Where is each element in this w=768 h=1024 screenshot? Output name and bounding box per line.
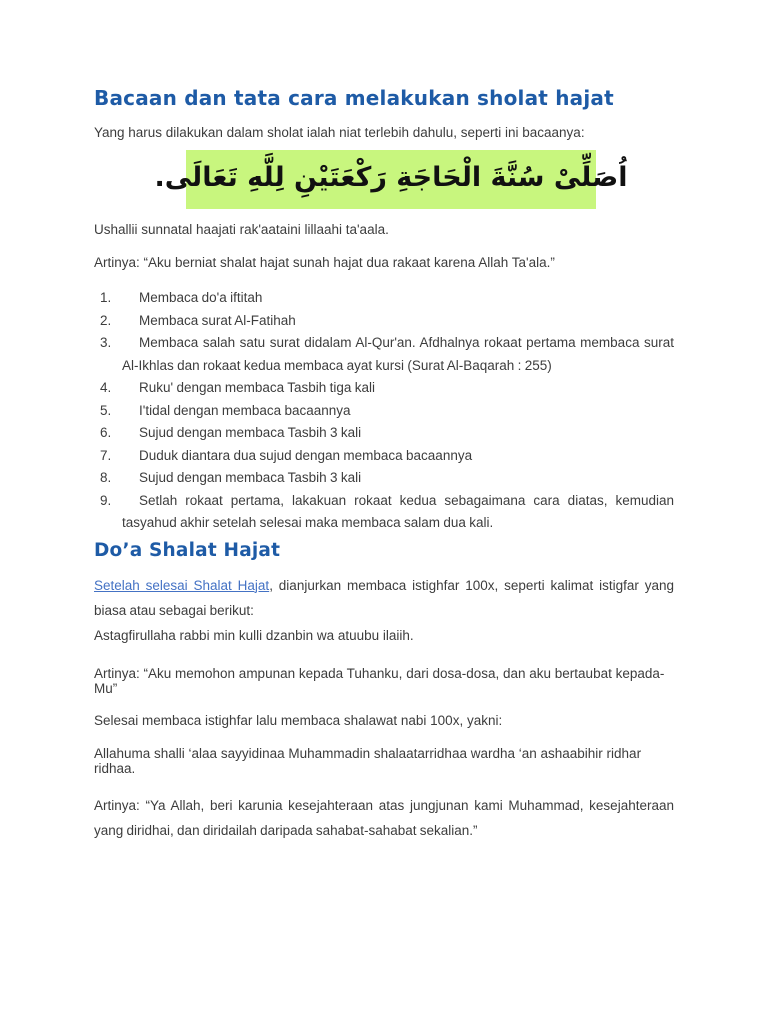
- list-item-text: I'tidal dengan membaca bacaannya: [139, 402, 351, 418]
- list-item: [94, 287, 674, 310]
- intro-paragraph: Yang harus dilakukan dalam sholat ialah niat terlebih dahulu, seperti ini bacaanya:: [94, 125, 585, 140]
- list-item: [94, 467, 674, 490]
- list-item-number: 6.: [100, 425, 112, 440]
- list-item-text: Duduk diantara dua sujud dengan membaca bacaannya: [139, 447, 473, 463]
- list-item-number: 5.: [100, 402, 112, 418]
- section-heading-doa-shalat-hajat: Do’a Shalat Hajat: [94, 539, 281, 561]
- shalawat-meaning: Artinya: “Ya Allah, beri karunia kesejahteraan atas jungjunan kami Muhammad, kesejahteraan yang diridhai, dan diridailah daripada sahabat-sahabat sekalian.”: [94, 797, 674, 838]
- list-item-text: Membaca do'a iftitah: [139, 290, 263, 305]
- shalawat-text: Allahuma shalli ‘alaa sayyidinaa Muhammadin shalaatarridhaa wardha ‘an ashaabihir ridhar ridhaa.: [94, 745, 642, 776]
- list-item-text: Sujud dengan membaca Tasbih 3 kali: [139, 425, 362, 440]
- list-item: [94, 332, 674, 377]
- list-item: [94, 422, 674, 445]
- list-item-text: Sujud dengan membaca Tasbih 3 kali: [139, 470, 362, 485]
- list-item-text: Membaca salah satu surat didalam Al-Qur'an. Afdhalnya rokaat pertama membaca surat Al-Ikhlas dan rokaat kedua membaca ayat kursi (Surat Al-Baqarah : 255): [122, 335, 674, 373]
- list-item-text: Membaca surat Al-Fatihah: [139, 312, 296, 328]
- istighfar-instruction-paragraph: [94, 573, 674, 623]
- after-link-text: , dianjurkan membaca istighfar 100x, seperti kalimat istigfar yang biasa atau sebagai berikut:: [94, 577, 674, 618]
- steps-list: [94, 287, 674, 535]
- setelah-selesai-shalat-hajat-link[interactable]: Setelah selesai Shalat Hajat: [94, 577, 270, 593]
- list-item-text: Setlah rokaat pertama, lakakuan rokaat kedua sebagaimana cara diatas, kemudian tasyahud akhir setelah selesai maka membaca salam dua kali.: [122, 492, 674, 530]
- arabic-niyyah-highlight: [154, 150, 628, 209]
- arabic-niyyah-text: اُصَلِّىْ سُنَّةَ الْحَاجَةِ رَكْعَتَيْنِ لِلَّهِ تَعَالَى.: [154, 162, 628, 193]
- istighfar-meaning: Artinya: “Aku memohon ampunan kepada Tuhanku, dari dosa-dosa, dan aku bertaubat kepada-Mu”: [94, 665, 665, 696]
- shalawat-intro: Selesai membaca istighfar lalu membaca shalawat nabi 100x, yakni:: [94, 712, 503, 728]
- list-item-number: 4.: [100, 380, 112, 395]
- list-item-number: 3.: [100, 335, 112, 350]
- list-item-number: 7.: [100, 447, 112, 463]
- list-item-number: 2.: [100, 312, 112, 328]
- list-item: [94, 490, 674, 535]
- list-item-number: 8.: [100, 470, 112, 485]
- niyyah-meaning: Artinya: “Aku berniat shalat hajat sunah hajat dua rakaat karena Allah Ta'ala.”: [94, 255, 555, 270]
- list-item-text: Ruku' dengan membaca Tasbih tiga kali: [139, 380, 375, 395]
- page-content: [94, 87, 674, 844]
- list-item-number: 1.: [100, 290, 112, 305]
- niyyah-transliteration: Ushallii sunnatal haajati rak'aataini lillaahi ta'aala.: [94, 222, 389, 237]
- list-item-number: 9.: [100, 492, 112, 508]
- page-title: Bacaan dan tata cara melakukan sholat hajat: [94, 86, 614, 110]
- list-item: [94, 310, 674, 333]
- istighfar-text: Astagfirullaha rabbi min kulli dzanbin wa atuubu ilaiih.: [94, 627, 414, 643]
- list-item: [94, 377, 674, 400]
- list-item: [94, 445, 674, 468]
- list-item: [94, 400, 674, 423]
